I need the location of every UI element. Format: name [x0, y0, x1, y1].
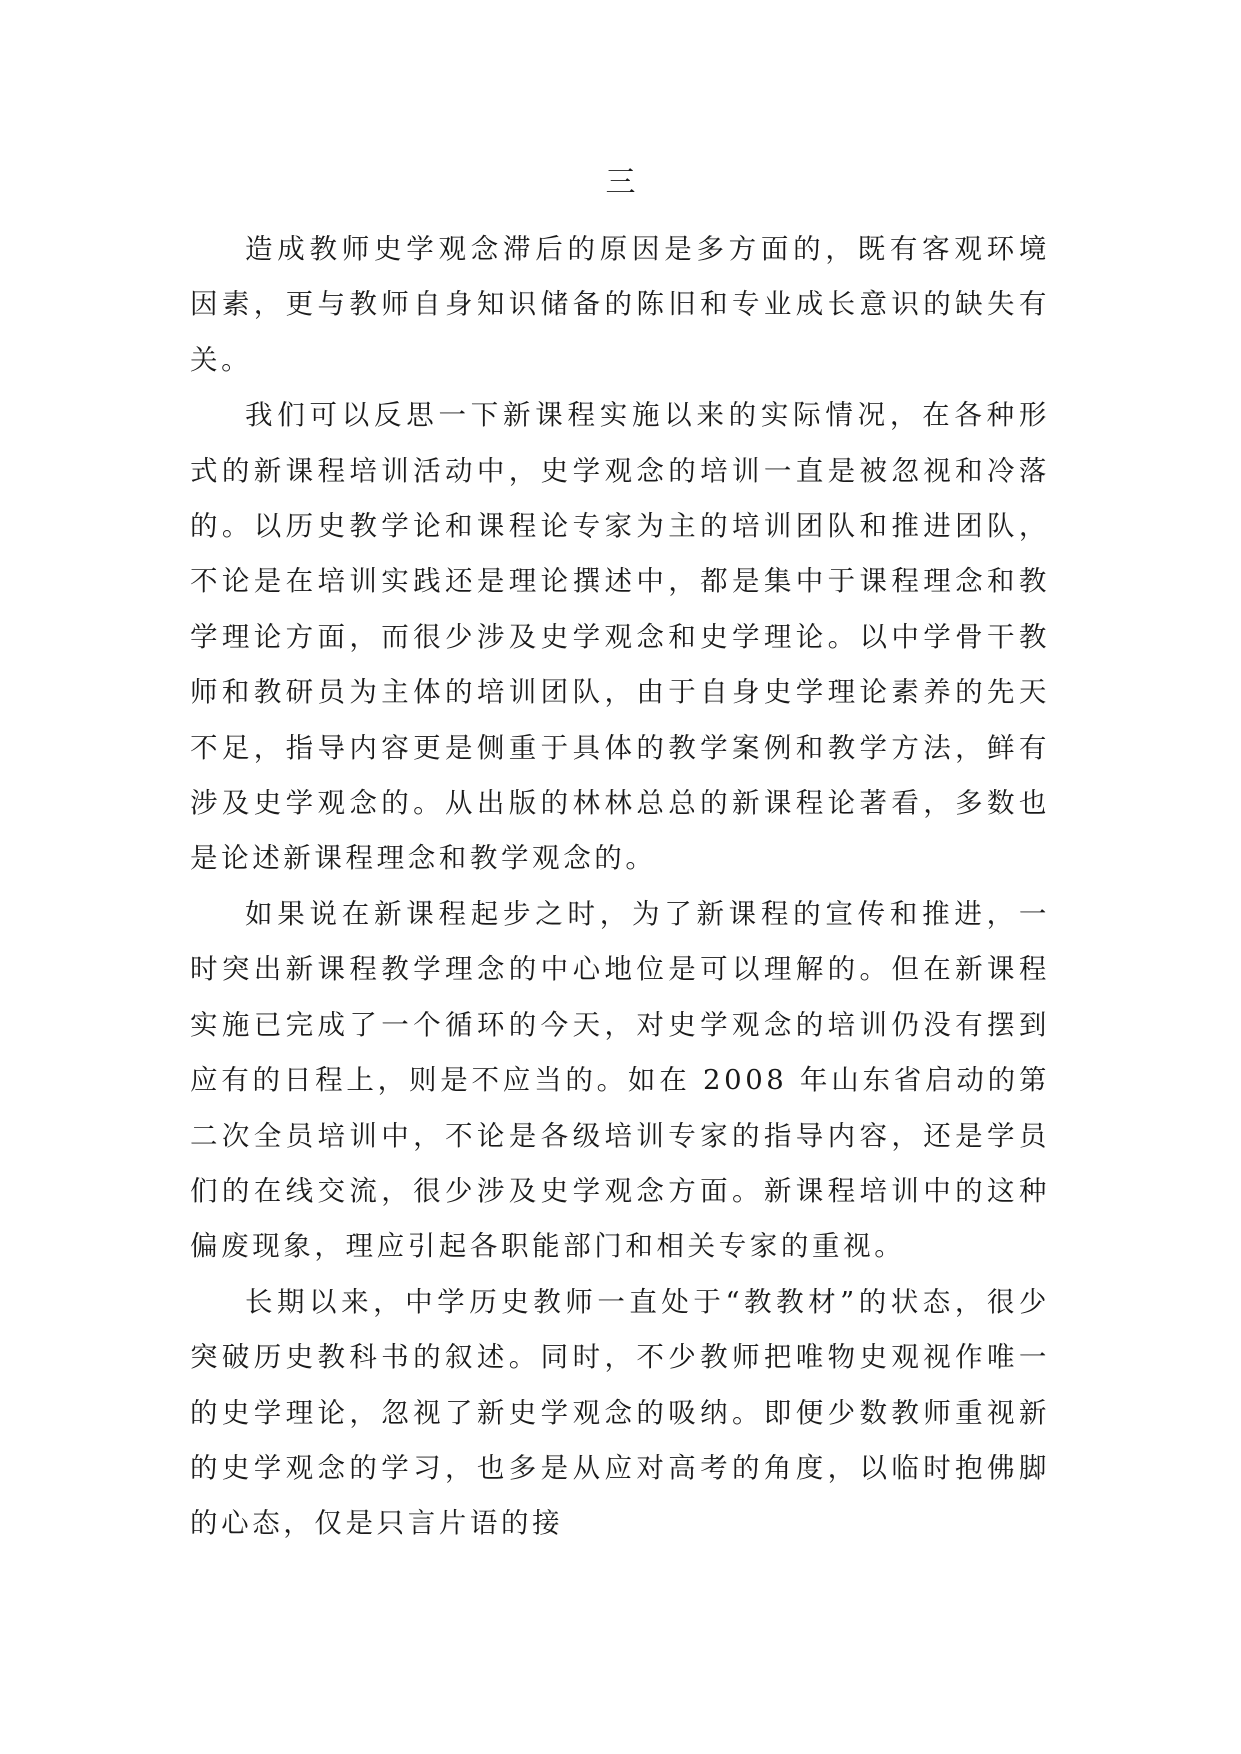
- paragraph-1: 造成教师史学观念滞后的原因是多方面的，既有客观环境因素，更与教师自身知识储备的陈旧和专业成长意识的缺失有关。: [190, 233, 1050, 376]
- document-body: [190, 222, 1050, 1552]
- paragraph-3: 如果说在新课程起步之时，为了新课程的宣传和推进，一时突出新课程教学理念的中心地位是可以理解的。但在新课程实施已完成了一个循环的今天，对史学观念的培训仍没有摆到应有的日程上，则是不应当的。如在 2008 年山东省启动的第二次全员培训中，不论是各级培训专家的指导内容，还是学员们的在线交流，很少涉及史学观念方面。新课程培训中的这种偏废现象，理应引起各职能部门和相关专家的重视。: [190, 897, 1050, 1263]
- paragraph-2: 我们可以反思一下新课程实施以来的实际情况，在各种形式的新课程培训活动中，史学观念的培训一直是被忽视和冷落的。以历史教学论和课程论专家为主的培训团队和推进团队，不论是在培训实践还是理论撰述中，都是集中于课程理念和教学理论方面，而很少涉及史学观念和史学理论。以中学骨干教师和教研员为主体的培训团队，由于自身史学理论素养的先天不足，指导内容更是侧重于具体的教学案例和教学方法，鲜有涉及史学观念的。从出版的林林总总的新课程论著看，多数也是论述新课程理念和教学观念的。: [190, 399, 1050, 875]
- paragraph-4: 长期以来，中学历史教师一直处于“教教材”的状态，很少突破历史教科书的叙述。同时，不少教师把唯物史观视作唯一的史学理论，忽视了新史学观念的吸纳。即便少数教师重视新的史学观念的学习，也多是从应对高考的角度，以临时抱佛脚的心态，仅是只言片语的接: [190, 1285, 1050, 1540]
- section-heading: 三: [605, 165, 636, 200]
